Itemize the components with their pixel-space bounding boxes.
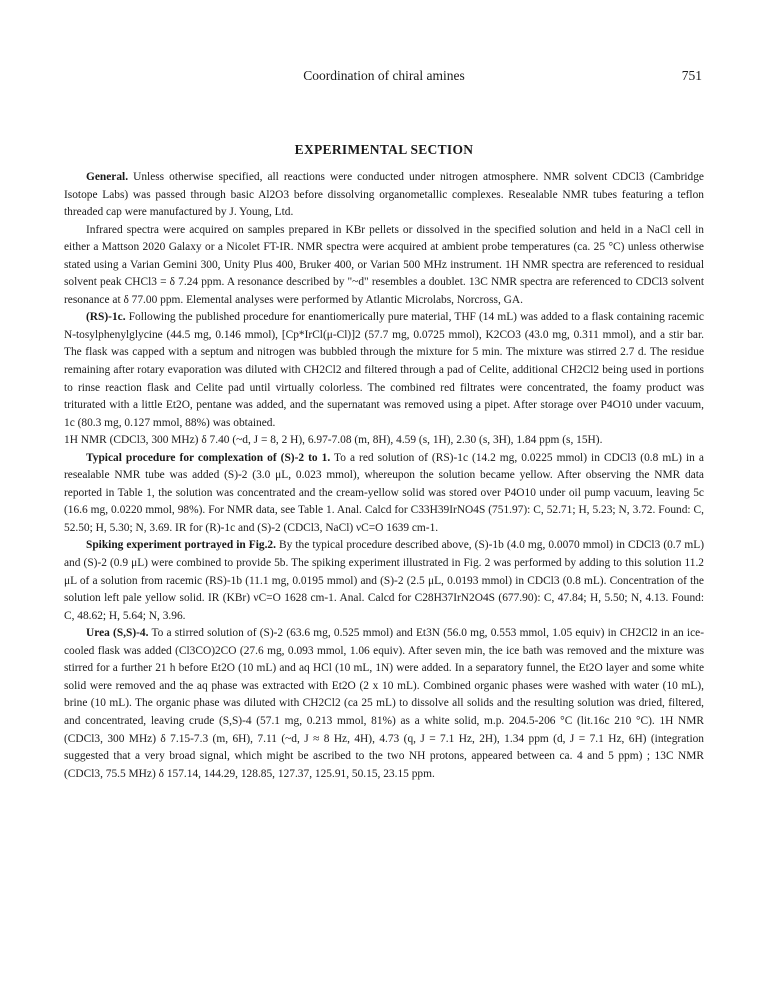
paragraph-title: Spiking experiment portrayed in Fig.2.: [86, 539, 276, 552]
paragraph-text: Unless otherwise specified, all reactions were conducted under nitrogen atmosphere. NMR solvent CDCl3 (Cambridge Isotope Labs) was passed through basic Al2O3 before dissolving organometallic complexes. Resealable NMR tubes featuring a teflon threaded cap were manufactured by J. Young, Ltd.: [64, 171, 704, 219]
paragraph-infrared: [64, 222, 704, 310]
paragraph-title: General.: [86, 171, 129, 183]
nmr-data: 1H NMR (CDCl3, 300 MHz) δ 7.40 (~d, J = 8, 2 H), 6.97-7.08 (m, 8H), 4.59 (s, 1H), 2.30 (s, 3H), 1.84 ppm (s, 15H).: [64, 434, 603, 447]
paragraph-text: By the typical procedure described above, (S)-1b (4.0 mg, 0.0070 mmol) in CDCl3 (0.7 mL) and (S)-2 (0.9 μL) were combined to provide 5b. The spiking experiment illustrated in Fig. 2 was performed by adding to this solution 11.2 μL of a solution from racemic (RS)-1b (11.1 mg, 0.0195 mmol) and (S)-2 (2.5 μL, 0.0193 mmol) in CDCl3 (0.8 mL). Concentration of the solution left pale yellow solid. IR (KBr) νC=O 1628 cm-1. Anal. Calcd for C28H37IrN2O4S (677.90): C, 47.84; H, 5.50; N, 4.13. Found: C, 48.62; H, 5.64; N, 3.96.: [64, 539, 704, 622]
paragraph-text: To a stirred solution of (S)-2 (63.6 mg, 0.525 mmol) and Et3N (56.0 mg, 0.553 mmol, 1.05 equiv) in CH2Cl2 in an ice-cooled flask was added (Cl3CO)2CO (27.6 mg, 0.093 mmol, 1.06 equiv). After seven min, the ice bath was removed and the mixture was stirred for a further 21 h before Et2O (10 mL) and aq HCl (10 mL, 1N) were added. In a separatory funnel, the Et2O layer and some white solid were removed and the aq phase was extracted with Et2O (2 x 10 mL). Combined organic phases were washed with water (10 mL), brine (10 mL). The organic phase was diluted with CH2Cl2 (ca 25 mL) to dissolve all solids and the resulting solution was dried, filtered, and concentrated, leaving crude (S,S)-4 (57.1 mg, 0.213 mmol, 81%) as a white solid, m.p. 204.5-206 °C (lit.16c 210 °C). 1H NMR (CDCl3, 300 MHz) δ 7.15-7.3 (m, 6H), 7.11 (~d, J ≈ 8 Hz, 4H), 4.73 (q, J = 7.1 Hz, 2H), 1.34 ppm (d, J = 7.1 Hz, 6H) (integration suggested that a very broad signal, which might be ascribed to the two NH protons, appeared between ca. 4 and 5 ppm) ; 13C NMR (CDCl3, 75.5 MHz) δ 157.14, 144.29, 128.85, 127.37, 125.91, 50.15, 23.15 ppm.: [64, 627, 704, 780]
paragraph-rs1c-nmr: [64, 432, 704, 450]
paragraph-title: Typical procedure for complexation of (S)-2 to 1.: [86, 451, 331, 464]
paragraph-spiking: [64, 537, 704, 625]
page-number: 751: [681, 68, 702, 83]
paragraph-text: Following the published procedure for enantiomerically pure material, THF (14 mL) was added to a flask containing racemic N-tosylphenylglycine (44.5 mg, 0.146 mmol), [Cp*IrCl(μ-Cl)]2 (57.7 mg, 0.0725 mmol), K2CO3 (43.0 mg, 0.311 mmol), and a stir bar. The flask was capped with a septum and nitrogen was bubbled through the mixture for 5 min. The mixture was stirred 2.7 d. The residue remaining after rotary evaporation was diluted with CH2Cl2 and filtered through a pad of Celite, additional CH2Cl2 being used in portions to rinse reaction flask and Celite pad until virtually colorless. The combined red filtrates were concentrated, the foamy product was triturated with a little Et2O, pentane was added, and the supernatant was removed using a pipet. After storage over P4O10 under vacuum, 1c (80.3 mg, 0.127 mmol, 88%) was obtained.: [64, 311, 704, 429]
body-text: [64, 169, 704, 783]
paragraph-general: [64, 169, 704, 222]
paragraph-typical: [64, 450, 704, 538]
paragraph-rs1c: [64, 309, 704, 432]
paragraph-text: To a red solution of (RS)-1c (14.2 mg, 0.0225 mmol) in CDCl3 (0.8 mL) in a resealable NMR tube was added (S)-2 (3.0 μL, 0.023 mmol), whereupon the solution became yellow. After observing the NMR data reported in Table 1, the solution was concentrated and the cream-yellow solid was stored over P4O10 under oil pump vacuum, leaving 5c (16.6 mg, 0.0220 mmol, 98%). For NMR data, see Table 1. Anal. Calcd for C33H39IrNO4S (751.97): C, 52.71; H, 5.23; N, 3.72. Found: C, 52.50; H, 5.30; N, 3.69. IR for (R)-1c and (S)-2 (CDCl3, NaCl) νC=O 1639 cm-1.: [64, 451, 704, 534]
paragraph-text: Infrared spectra were acquired on samples prepared in KBr pellets or dissolved in the specified solution and held in a NaCl cell in either a Mattson 2020 Galaxy or a Nicolet FT-IR. NMR spectra were acquired at ambient probe temperatures (ca. 25 °C) unless otherwise stated using a Varian Gemini 300, Unity Plus 400, Bruker 400, or Varian 500 MHz instrument. 1H NMR spectra are referenced to residual solvent peak CHCl3 = δ 7.24 ppm. A resonance described by "~d" resembles a doublet. 13C NMR spectra are referenced to CDCl3 solvent resonance at δ 77.00 ppm. Elemental analyses were performed by Atlantic Microlabs, Norcross, GA.: [64, 223, 704, 306]
paragraph-urea: [64, 625, 704, 783]
section-heading: EXPERIMENTAL SECTION: [294, 142, 474, 157]
paragraph-title: (RS)-1c.: [86, 311, 126, 324]
paragraph-title: Urea (S,S)-4.: [86, 627, 149, 640]
running-title: Coordination of chiral amines: [303, 68, 465, 83]
